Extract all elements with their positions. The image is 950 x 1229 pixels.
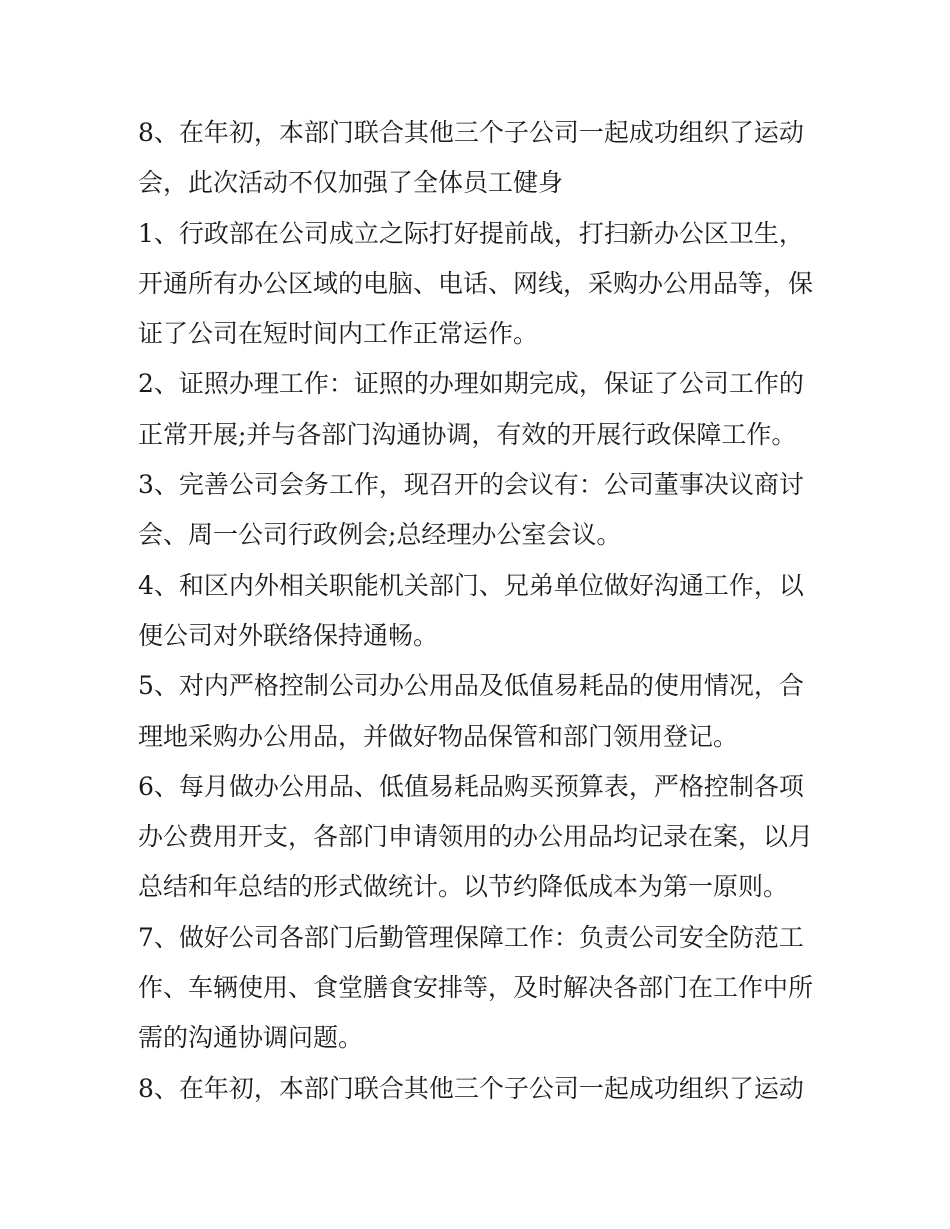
text-line: 1、行政部在公司成立之际打好提前战，打扫新办公区卫生， [138,218,804,248]
text-line: 8、在年初，本部门联合其他三个子公司一起成功组织了运动 [138,1073,804,1103]
text-line: 6、每月做办公用品、低值易耗品购买预算表，严格控制各项 [138,771,804,801]
document-body [138,108,818,1114]
text-line: 开通所有办公区域的电脑、电话、网线，采购办公用品等，保 [138,268,814,298]
text-line: 办公费用开支，各部门申请领用的办公用品均记录在案，以月 [138,822,814,852]
text-line: 7、做好公司各部门后勤管理保障工作：负责公司安全防范工 [138,922,804,952]
text-line: 正常开展;并与各部门沟通协调，有效的开展行政保障工作。 [138,419,797,449]
text-line: 总结和年总结的形式做统计。以节约降低成本为第一原则。 [138,872,789,902]
text-line: 证了公司在短时间内工作正常运作。 [138,319,539,349]
text-line: 作、车辆使用、食堂膳食安排等，及时解决各部门在工作中所 [138,973,814,1003]
text-line: 3、完善公司会务工作，现召开的会议有：公司董事决议商讨 [138,470,804,500]
text-line: 需的沟通协调问题。 [138,1023,364,1053]
text-line: 会、周一公司行政例会;总经理办公室会议。 [138,520,622,550]
text-line: 8、在年初，本部门联合其他三个子公司一起成功组织了运动 [138,118,804,147]
text-line: 5、对内严格控制公司办公用品及低值易耗品的使用情况，合 [138,671,804,701]
text-line: 会，此次活动不仅加强了全体员工健身 [138,168,564,198]
text-line: 便公司对外联络保持通畅。 [138,620,439,650]
text-line: 2、证照办理工作：证照的办理如期完成，保证了公司工作的 [138,369,804,399]
text-line: 4、和区内外相关职能机关部门、兄弟单位做好沟通工作，以 [138,570,804,600]
text-line: 理地采购办公用品，并做好物品保管和部门领用登记。 [138,721,739,751]
